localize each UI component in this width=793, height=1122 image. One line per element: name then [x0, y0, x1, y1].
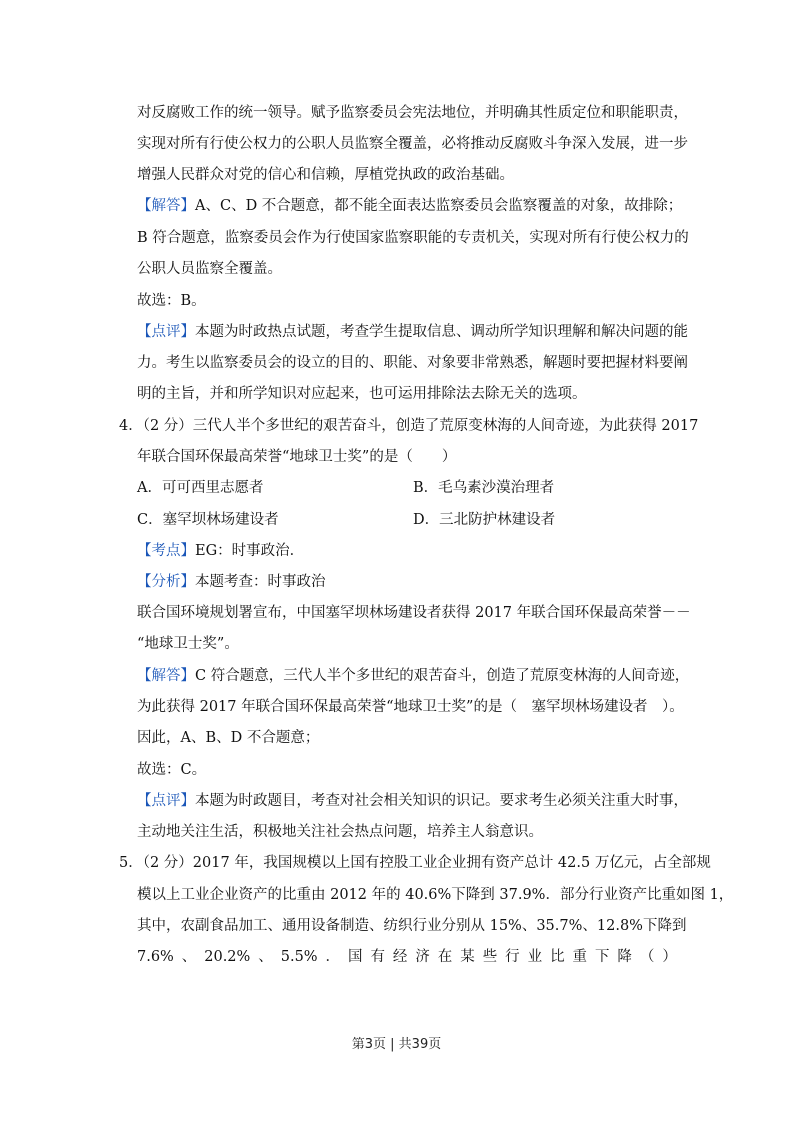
question-5-stem-justified	[137, 947, 677, 967]
answer-text: C 符合题意，三代人半个多世纪的艰苦奋斗，创造了荒原变林海的人间奇迹，	[195, 668, 690, 684]
paragraph-line: 增强人民群众对党的信心和信赖，厚植党执政的政治基础。	[137, 167, 514, 183]
answer-tag: 【解答】	[137, 198, 195, 214]
justified-token: 、	[258, 949, 273, 965]
justified-token: ．	[325, 949, 341, 965]
answer-text: A、C、D 不合题意，都不能全面表达监察委员会监察覆盖的对象，故排除；	[195, 198, 683, 214]
justified-token: 比	[550, 949, 565, 965]
analysis-line	[137, 572, 677, 592]
comment-tag: 【点评】	[137, 793, 195, 809]
justified-token: 下	[594, 949, 610, 965]
justified-token: 些	[482, 949, 498, 965]
justified-token: 5.5%	[280, 949, 318, 965]
question-4-stem: 年联合国环保最高荣誉“地球卫士奖”的是（ ）	[137, 449, 457, 465]
justified-token: 重	[572, 949, 588, 965]
page-footer: 第3页 | 共39页	[351, 1037, 442, 1052]
justified-token: 降	[617, 949, 632, 965]
justified-token: 某	[460, 949, 475, 965]
answer-tag: 【解答】	[137, 668, 195, 684]
justified-token: 济	[415, 949, 430, 965]
justified-token: 7.6%	[137, 949, 174, 965]
analysis-tag: 【分析】	[137, 574, 195, 590]
comment-tag: 【点评】	[137, 324, 195, 340]
paragraph-line: 对反腐败工作的统一领导。赋予监察委员会宪法地位，并明确其性质定位和职能职责，	[137, 105, 688, 121]
question-4-stem: 4．（2 分）三代人半个多世纪的艰苦奋斗，创造了荒原变林海的人间奇迹，为此获得 2017	[119, 418, 699, 434]
option-c: C．塞罕坝林场建设者	[137, 512, 279, 528]
comment-line	[137, 322, 688, 342]
paragraph-line: 因此，A、B、D 不合题意；	[137, 730, 320, 746]
analysis-text: 本题考查：时事政治	[195, 574, 326, 590]
paragraph-line: “地球卫士奖”。	[137, 636, 239, 652]
justified-token: 经	[392, 949, 408, 965]
choice-line: 故选：C。	[137, 762, 207, 778]
justified-token: 行	[505, 949, 520, 965]
topic-line	[137, 541, 677, 561]
paragraph-line: B 符合题意，监察委员会作为行使国家监察职能的专责机关，实现对所有行使公权力的	[137, 230, 689, 246]
comment-text: 本题为时政热点试题，考查学生提取信息、调动所学知识理解和解决问题的能	[195, 324, 688, 340]
justified-token: ）	[662, 949, 677, 965]
justified-token: 在	[437, 949, 453, 965]
comment-text: 本题为时政题目，考查对社会相关知识的识记。要求考生必须关注重大时事，	[195, 793, 688, 809]
paragraph-line: 明的主旨，并和所学知识对应起来，也可运用排除法去除无关的选项。	[137, 386, 587, 402]
justified-token: 业	[527, 949, 543, 965]
question-5-stem: 模以上工业企业资产的比重由 2012 年的 40.6%下降到 37.9%．部分行业资产比重如图 1，	[137, 887, 734, 903]
question-5-stem: 5．（2 分）2017 年，我国规模以上国有控股工业企业拥有资产总计 42.5 万亿元，占全部规	[119, 855, 711, 871]
justified-token: 国	[347, 949, 363, 965]
justified-token: 有	[370, 949, 385, 965]
option-b: B．毛乌素沙漠治理者	[413, 480, 555, 496]
comment-line	[137, 791, 688, 811]
justified-token: （	[639, 949, 655, 965]
answer-line	[137, 666, 690, 686]
paragraph-line: 实现对所有行使公权力的公职人员监察全覆盖，必将推动反腐败斗争深入发展，进一步	[137, 136, 688, 152]
paragraph-line: 公职人员监察全覆盖。	[137, 261, 282, 277]
topic-text: EG：时事政治．	[195, 543, 305, 559]
justified-token: 20.2%	[204, 949, 251, 965]
paragraph-line: 力。考生以监察委员会的设立的目的、职能、对象要非常熟悉，解题时要把握材料要阐	[137, 355, 688, 371]
paragraph-line: 为此获得 2017 年联合国环保最高荣誉“地球卫士奖”的是（ 塞罕坝林场建设者 ）。	[137, 699, 684, 715]
choice-line: 故选：B。	[137, 293, 206, 309]
paragraph-line: 主动地关注生活，积极地关注社会热点问题，培养主人翁意识。	[137, 824, 543, 840]
option-d: D．三北防护林建设者	[413, 512, 556, 528]
question-5-stem: 其中，农副食品加工、通用设备制造、纺织行业分别从 15%、35.7%、12.8%下降到	[137, 918, 687, 934]
justified-token: 、	[181, 949, 197, 965]
answer-line	[137, 196, 683, 216]
paragraph-line: 联合国环境规划署宣布，中国塞罕坝林场建设者获得 2017 年联合国环保最高荣誉－－	[137, 605, 691, 621]
topic-tag: 【考点】	[137, 543, 195, 559]
option-a: A．可可西里志愿者	[137, 480, 264, 496]
